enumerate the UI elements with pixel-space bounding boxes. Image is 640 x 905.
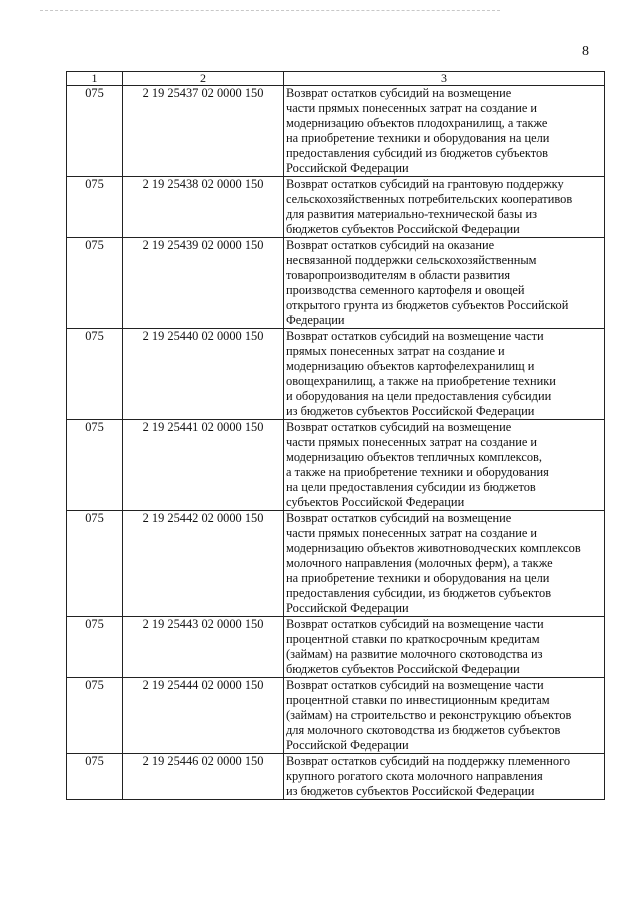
budget-codes-table [66,71,605,800]
description-cell [284,617,605,678]
budget-code-cell: 2 19 25444 02 0000 150 [123,678,284,754]
description-line: на приобретение техники и оборудования на цели [286,571,550,585]
table-row [67,420,605,511]
description-line: части прямых понесенных затрат на создание и [286,435,538,449]
description-cell [284,511,605,617]
description-line: субъектов Российской Федерации [286,495,465,509]
description-line: прямых понесенных затрат на создание и [286,344,505,358]
description-cell [284,177,605,238]
description-line: открытого грунта из бюджетов субъектов Российской [286,298,569,312]
description-line: на цели предоставления субсидии из бюджетов [286,480,536,494]
description-line: овощехранилищ, а также на приобретение техники [286,374,556,388]
description-cell [284,678,605,754]
budget-code-cell: 2 19 25446 02 0000 150 [123,754,284,800]
description-line: Возврат остатков субсидий на поддержку племенного [286,754,571,768]
description-line: из бюджетов субъектов Российской Федерации [286,784,535,798]
description-line: бюджетов субъектов Российской Федерации [286,662,520,676]
budget-code-cell: 2 19 25439 02 0000 150 [123,238,284,329]
description-line: Возврат остатков субсидий на возмещение части [286,329,544,343]
description-line: Российской Федерации [286,601,409,615]
description-line: Возврат остатков субсидий на возмещение [286,86,512,100]
description-cell [284,420,605,511]
description-line: бюджетов субъектов Российской Федерации [286,222,520,236]
admin-code-cell: 075 [67,511,123,617]
scan-artifact-line [40,10,500,12]
admin-code-cell: 075 [67,329,123,420]
header-cell-2: 2 [123,72,284,86]
description-line: для молочного скотоводства из бюджетов субъектов [286,723,561,737]
admin-code-cell: 075 [67,177,123,238]
admin-code-cell: 075 [67,678,123,754]
description-line: части прямых понесенных затрат на создание и [286,101,538,115]
description-line: модернизацию объектов животноводческих комплексов [286,541,581,555]
description-line: (займам) на строительство и реконструкцию объектов [286,708,572,722]
description-line: Федерации [286,313,345,327]
table-row [67,238,605,329]
budget-code-cell: 2 19 25443 02 0000 150 [123,617,284,678]
budget-code-cell: 2 19 25437 02 0000 150 [123,86,284,177]
description-cell [284,754,605,800]
description-line: предоставления субсидий из бюджетов субъектов [286,146,549,160]
description-line: для развития материально-технической базы из [286,207,537,221]
header-cell-3: 3 [284,72,605,86]
description-line: сельскохозяйственных потребительских кооперативов [286,192,573,206]
description-line: Возврат остатков субсидий на оказание [286,238,495,252]
description-line: Российской Федерации [286,161,409,175]
description-line: а также на приобретение техники и оборудования [286,465,549,479]
description-line: Возврат остатков субсидий на грантовую поддержку [286,177,564,191]
table-row [67,329,605,420]
description-line: товаропроизводителям в области развития [286,268,511,282]
table-row [67,754,605,800]
table-row [67,177,605,238]
admin-code-cell: 075 [67,420,123,511]
page-number: 8 [582,44,589,59]
description-line: Возврат остатков субсидий на возмещение [286,420,512,434]
description-cell [284,86,605,177]
description-line: из бюджетов субъектов Российской Федерации [286,404,535,418]
admin-code-cell: 075 [67,238,123,329]
description-line: крупного рогатого скота молочного направления [286,769,543,783]
header-cell-1: 1 [67,72,123,86]
description-line: Российской Федерации [286,738,409,752]
table-row [67,511,605,617]
admin-code-cell: 075 [67,617,123,678]
budget-code-cell: 2 19 25442 02 0000 150 [123,511,284,617]
budget-code-cell: 2 19 25441 02 0000 150 [123,420,284,511]
table-row [67,86,605,177]
description-line: предоставления субсидии, из бюджетов субъектов [286,586,552,600]
admin-code-cell: 075 [67,86,123,177]
description-line: части прямых понесенных затрат на создание и [286,526,538,540]
description-line: модернизацию объектов тепличных комплексов, [286,450,542,464]
description-line: Возврат остатков субсидий на возмещение части [286,678,544,692]
description-line: процентной ставки по инвестиционным кредитам [286,693,550,707]
description-cell [284,238,605,329]
description-line: несвязанной поддержки сельскохозяйственным [286,253,537,267]
description-line: модернизацию объектов плодохранилищ, а также [286,116,548,130]
admin-code-cell: 075 [67,754,123,800]
description-line: (займам) на развитие молочного скотоводства из [286,647,543,661]
description-line: и оборудования на цели предоставления субсидии [286,389,552,403]
table-row [67,678,605,754]
description-line: модернизацию объектов картофелехранилищ и [286,359,535,373]
description-line: процентной ставки по краткосрочным кредитам [286,632,540,646]
description-line: молочного направления (молочных ферм), а также [286,556,553,570]
description-line: Возврат остатков субсидий на возмещение [286,511,512,525]
description-line: Возврат остатков субсидий на возмещение части [286,617,544,631]
table-header-row [67,72,605,86]
budget-code-cell: 2 19 25438 02 0000 150 [123,177,284,238]
description-line: на приобретение техники и оборудования на цели [286,131,550,145]
description-cell [284,329,605,420]
table-row [67,617,605,678]
table-body [67,72,605,800]
description-line: производства семенного картофеля и овощей [286,283,525,297]
budget-code-cell: 2 19 25440 02 0000 150 [123,329,284,420]
